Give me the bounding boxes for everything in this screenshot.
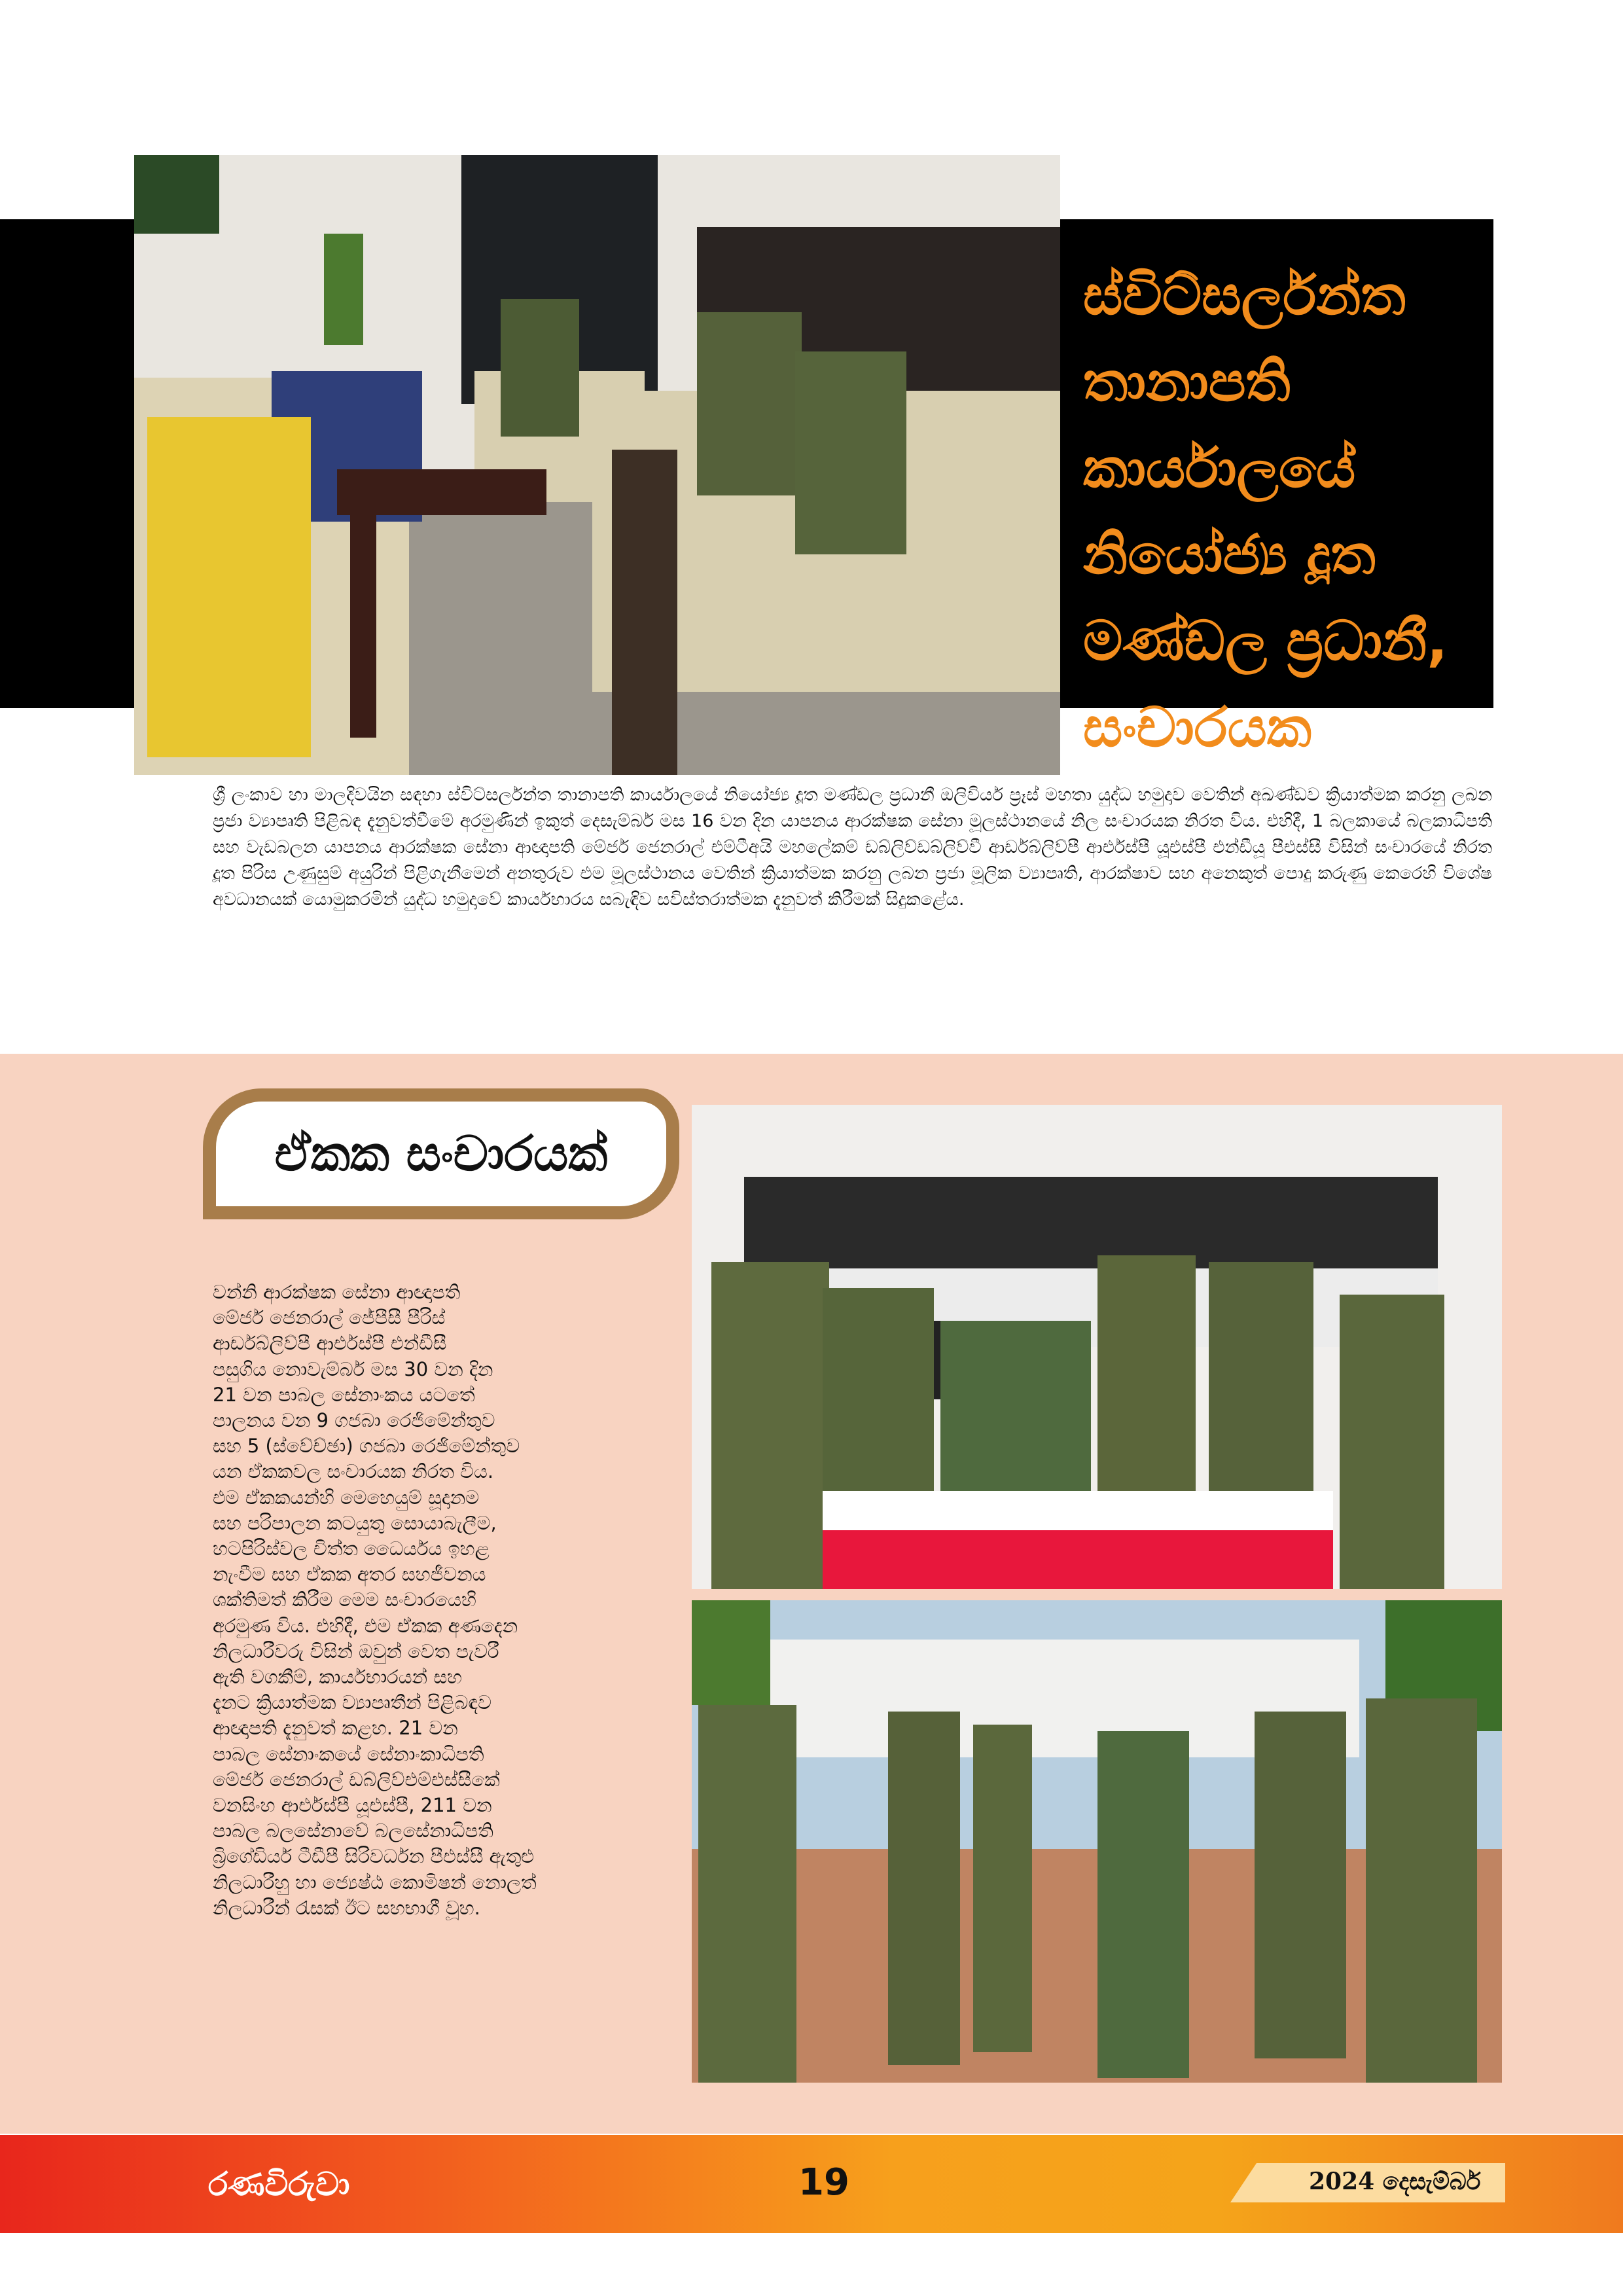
inspection-photo [692,1600,1502,2083]
body-line: පසුගිය නොවැම්බර් මස 30 වන දින [213,1357,493,1380]
body-line: දැනට ක්‍රියාත්මක ව්‍යාපෘතීන් පිළිබඳව [213,1691,492,1714]
section-title-box [203,1088,679,1219]
body-line: ආර්ඩබ්ලිව්පී ආර්එස්පී එන්ඩීසී [213,1332,447,1355]
group-photo [692,1105,1502,1589]
section-body [213,1280,664,1921]
body-line: සහ පරිපාලන කටයුතු සොයාබැලීම, [213,1511,497,1534]
headline-line: මණ්ඩල ප්‍රධානී, [1083,609,1448,673]
section-title: ඒකක සංචාරයක් [274,1125,608,1182]
body-line: ශක්තිමත් කිරීම මෙම සංචාරයෙහි [213,1588,476,1611]
body-line: පාබල බලසේනාවේ බලසේනාධිපති [213,1820,493,1842]
body-line: එම ඒකකයන්හි මෙහෙයුම් සූදානම [213,1486,480,1509]
headline-line: සංචාරයක [1083,695,1312,759]
body-line: නැංවීම සහ ඒකක අතර සහජීවනය [213,1563,486,1586]
body-line: වන්නි ආරක්ෂක සේනා ආඥාපති [213,1281,461,1303]
headline-line: නියෝජ්‍ය දූත [1083,522,1376,586]
issue-date: 2024 දෙසැම්බර් [1309,2168,1481,2195]
body-line: සහ 5 (ස්වේච්ඡා) ගජබා රෙජිමේන්තුව [213,1435,520,1458]
page-number: 19 [798,2161,849,2204]
magazine-brand: රණවිරුවා [208,2165,350,2203]
body-line: හටපිරිස්වල චිත්ත ධෛර්යය ඉහළ [213,1537,490,1560]
body-line: යන ඒකකවල සංචාරයක නිරත විය. [213,1460,494,1483]
body-line: පාබල සේනාංකයේ සේනාංකාධිපති [213,1742,484,1765]
body-line: වනසිංහ ආර්එස්පී යූඑස්පී, 211 වන [213,1794,492,1817]
article-headline [1083,252,1476,770]
body-line: අරමුණ විය. එහිදී, එම ඒකක අණදෙන [213,1614,518,1637]
article-body: ශ්‍රී ලංකාව හා මාලදිවයින සඳහා ස්විට්සර්ලන්ත තානාපති කාර්යාලයේ නියෝජ්‍ය දූත මණ්ඩල ප්‍රධානී ඔලිවියර් ප්‍රෑස් මහතා යුද්ධ හමුදාව වෙතින් අඛණ්ඩව ක්‍රියාත්මක කරනු ලබන ප්‍රජා ව්‍යාපෘති පිළිබඳ දැනුවත්වීමේ අරමුණින් ඉකුත් දෙසැම්බර් මස 16 වන දින යාපනය ආරක්ෂක සේනා මූලස්ථානයේ නිල සංචාරයක නිරත විය. එහිදී, 1 බලකායේ බලකාධිපති සහ වැඩබලන යාපනය ආරක්ෂක සේනා ආඥාපති මේජර් ජෙනරාල් එම්ටීඅයි මහලේකම් ඩබ්ලිව්ඩබ්ලිව්වී ආර්ඩබ්ලිව්පී ආර්එස්පී යූඑස්පී එන්ඩීයූ පීඑස්සී විසින් සංචාරයේ නිරත දූත පිරිස උණුසුම් අයුරින් පිළිගැනීමෙන් අනතුරුව එම මූලස්ථානය වෙතින් ක්‍රියාත්මක කරනු ලබන ප්‍රජා මූලික ව්‍යාපෘති, ආරක්ෂාව සහ අනෙකුත් පොදු කරුණු කෙරෙහි විශේෂ අවධානයක් යොමුකරමින් යුද්ධ හමුදාවේ කාර්යභාරය සබැඳිව සවිස්තරාත්මක දැනුවත් කිරීමක් සිදුකළේය. [213,785,1493,910]
body-line: පාලනය වන 9 ගජබා රෙජිමේන්තුව [213,1409,495,1432]
body-line: ඇති වගකීම්, කාර්යභාරයන් සහ [213,1666,462,1689]
headline-line: ස්විට්සර්ලන්ත [1083,263,1406,327]
body-line: බ්‍රිගේඩියර් ටීඩීපී සිරිවර්ධන පීඑස්සී ඇතුළු [213,1845,535,1868]
meeting-photo [134,155,1060,775]
headline-line: තානාපති [1083,350,1291,414]
body-line: නිලධාරීන් රැසක් ඊට සහභාගී වූහ. [213,1896,480,1919]
body-line: ආඥාපති දැනුවත් කළහ. 21 වන [213,1717,458,1740]
body-line: 21 වන පාබල සේනාංකය යටතේ [213,1383,475,1406]
body-line: නිලධාරීවරු විසින් ඔවුන් වෙත පැවරී [213,1640,499,1662]
headline-line: කාර්යාලයේ [1083,436,1356,500]
body-line: නිලධාරීහු හා ජ්‍යෙෂ්ඨ කොමිෂන් නොලත් [213,1871,537,1893]
body-line: මේජර් ජෙනරාල් ඩබ්ලිව්එම්එස්සීකේ [213,1768,500,1791]
body-line: මේජර් ජෙනරාල් ජේපීසී පීරිස් [213,1306,446,1329]
